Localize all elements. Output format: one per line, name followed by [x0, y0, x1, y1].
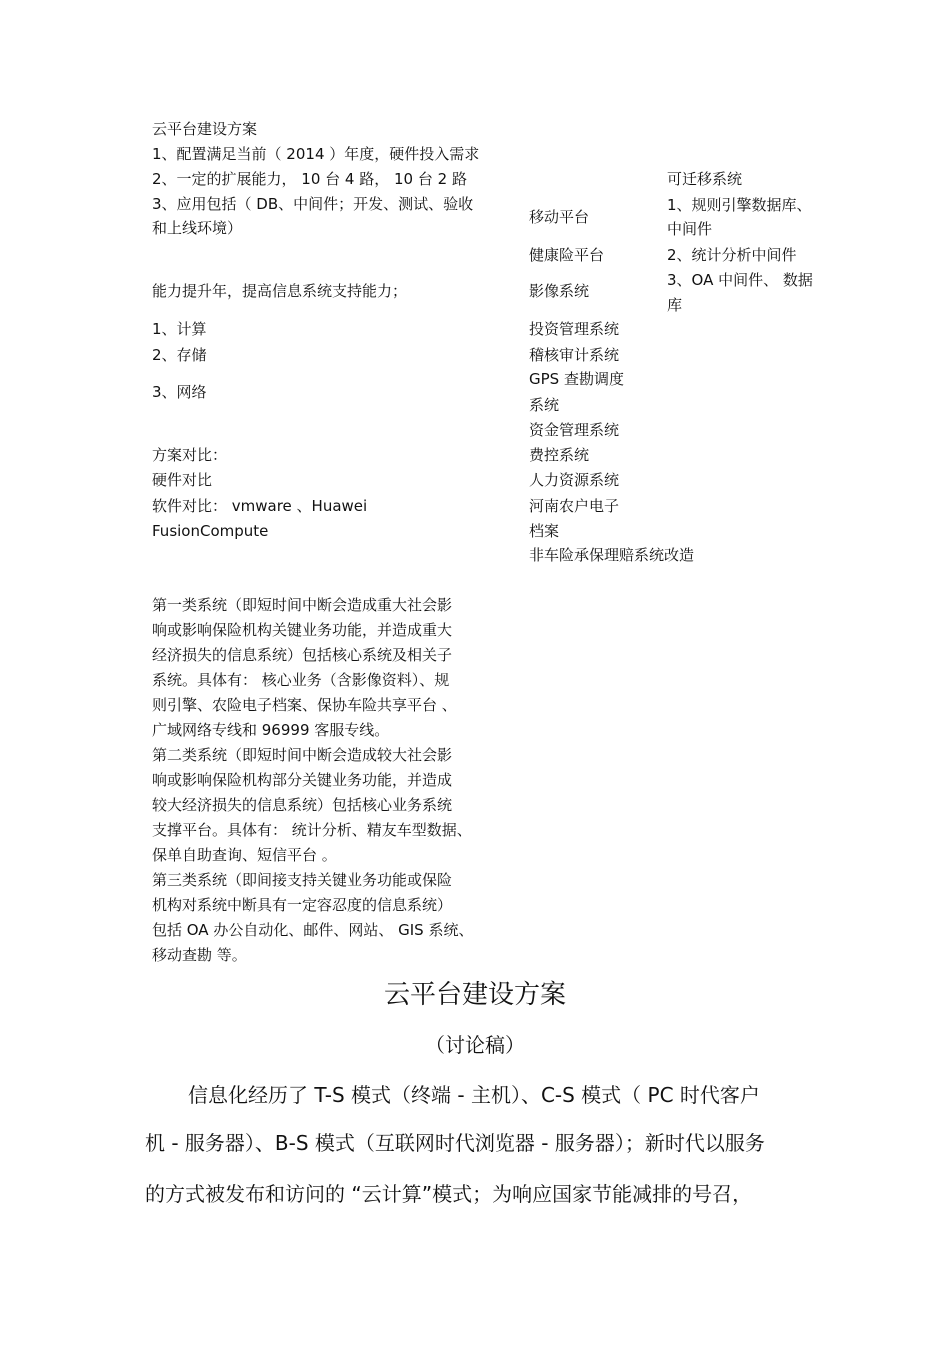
classification-line: 则引擎、农险电子档案、保协车险共享平台 、	[152, 696, 457, 714]
classification-line: 移动查勘 等。	[152, 946, 247, 964]
comparison-line: FusionCompute	[152, 522, 269, 540]
system-item: 非车险承保理赔系统改造	[529, 546, 695, 564]
system-item: 河南农户电子	[529, 497, 620, 515]
document-subtitle: （讨论稿）	[425, 1033, 525, 1057]
intro-line: 3、应用包括（ DB、中间件；开发、测试、验收	[152, 195, 474, 213]
classification-line: 机构对系统中断具有一定容忍度的信息系统）	[152, 896, 453, 914]
system-item: 移动平台	[529, 208, 590, 226]
classification-line: 经济损失的信息系统）包括核心系统及相关子	[152, 646, 453, 664]
classification-line: 广域网络专线和 96999 客服专线。	[152, 721, 390, 739]
classification-line: 第一类系统（即短时间中断会造成重大社会影	[152, 596, 453, 614]
capability-item: 3、网络	[152, 383, 207, 401]
intro-line: 1、配置满足当前（ 2014 ）年度，硬件投入需求	[152, 145, 480, 163]
migratable-item: 2、统计分析中间件	[667, 246, 797, 264]
migratable-item: 中间件	[667, 220, 713, 238]
system-item: 投资管理系统	[529, 320, 620, 338]
classification-line: 响或影响保险机构部分关键业务功能，并造成	[152, 771, 453, 789]
paragraph-line: 信息化经历了 T-S 模式（终端 - 主机）、C-S 模式（ PC 时代客户	[188, 1083, 760, 1107]
paragraph-line: 机 - 服务器）、B-S 模式（互联网时代浏览器 - 服务器）；新时代以服务	[145, 1131, 765, 1155]
migratable-item: 3、OA 中间件、 数据	[667, 271, 813, 289]
migratable-item: 1、规则引擎数据库、	[667, 196, 812, 214]
comparison-line: 方案对比：	[152, 446, 228, 464]
system-item: 健康险平台	[529, 246, 605, 264]
comparison-line: 硬件对比	[152, 471, 213, 489]
capability-item: 1、计算	[152, 320, 207, 338]
classification-line: 系统。具体有： 核心业务（含影像资料）、规	[152, 671, 450, 689]
classification-line: 保单自助查询、短信平台 。	[152, 846, 337, 864]
document-title: 云平台建设方案	[383, 980, 566, 1010]
migratable-item: 库	[667, 296, 683, 314]
intro-line: 云平台建设方案	[152, 120, 258, 138]
intro-line: 和上线环境）	[152, 219, 243, 237]
intro-line: 2、一定的扩展能力， 10 台 4 路， 10 台 2 路	[152, 170, 467, 188]
system-item: 档案	[529, 522, 560, 540]
classification-line: 响或影响保险机构关键业务功能，并造成重大	[152, 621, 453, 639]
capability-title: 能力提升年，提高信息系统支持能力；	[152, 282, 408, 300]
system-item: 费控系统	[529, 446, 590, 464]
system-item: GPS 查勘调度	[529, 370, 624, 388]
paragraph-line: 的方式被发布和访问的 “云计算”模式；为响应国家节能减排的号召，	[145, 1182, 753, 1206]
migratable-title: 可迁移系统	[667, 170, 743, 188]
system-item: 影像系统	[529, 282, 590, 300]
system-item: 人力资源系统	[529, 471, 620, 489]
classification-line: 较大经济损失的信息系统）包括核心业务系统	[152, 796, 453, 814]
classification-line: 包括 OA 办公自动化、邮件、网站、 GIS 系统、	[152, 921, 474, 939]
classification-line: 第三类系统（即间接支持关键业务功能或保险	[152, 871, 453, 889]
system-item: 稽核审计系统	[529, 346, 620, 364]
capability-item: 2、存储	[152, 346, 207, 364]
classification-line: 第二类系统（即短时间中断会造成较大社会影	[152, 746, 453, 764]
comparison-line: 软件对比： vmware 、Huawei	[152, 497, 368, 515]
system-item: 资金管理系统	[529, 421, 620, 439]
classification-line: 支撑平台。具体有： 统计分析、精友车型数据、	[152, 821, 472, 839]
system-item: 系统	[529, 396, 560, 414]
